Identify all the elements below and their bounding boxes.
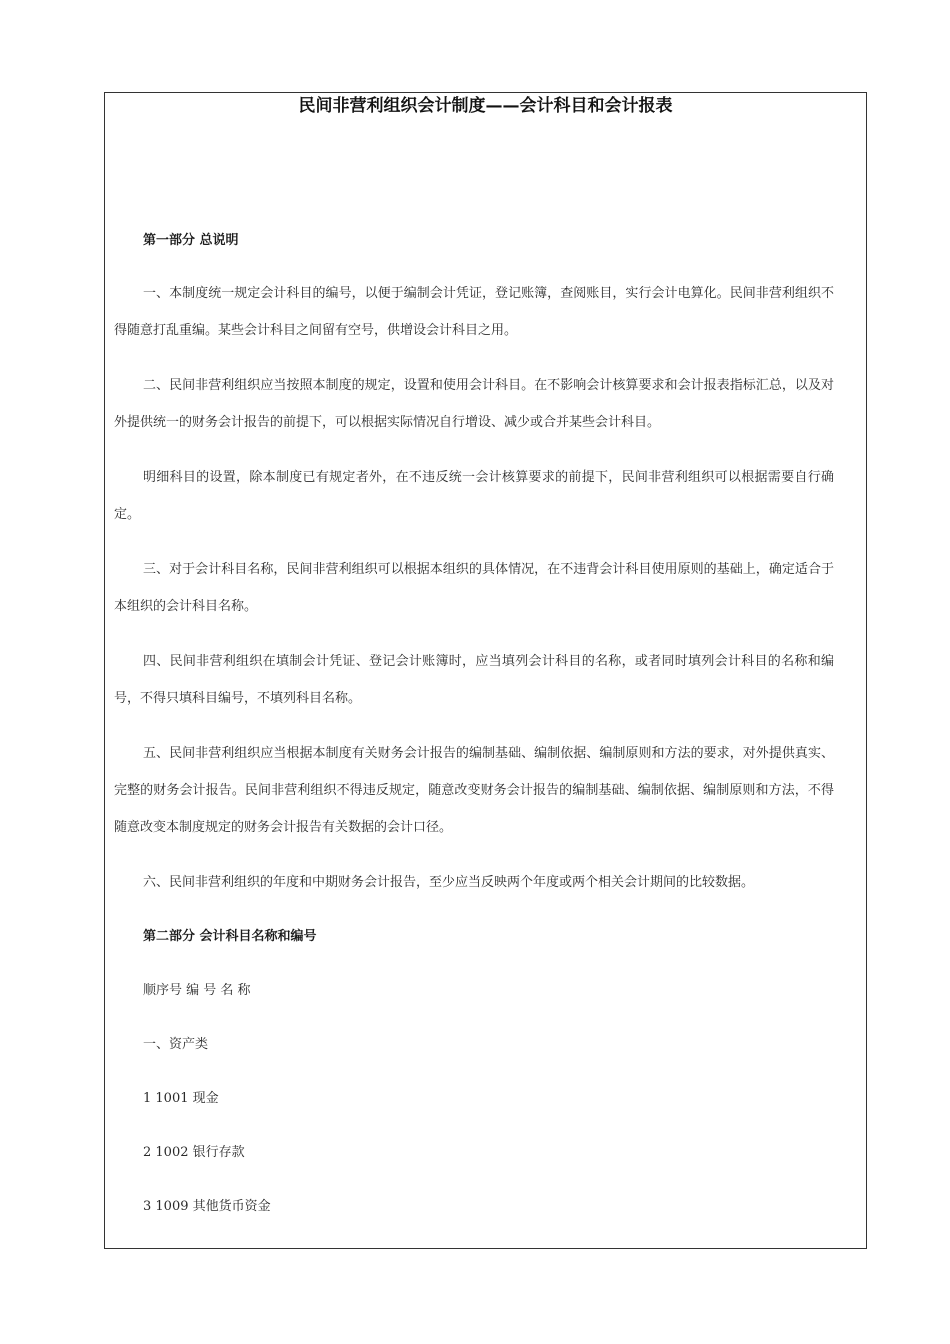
paragraph-4: 三、对于会计科目名称，民间非营利组织可以根据本组织的具体情况，在不违背会计科目使用原则的基础上，确定适合于本组织的会计科目名称。 (114, 562, 834, 614)
columns-header: 顺序号 编 号 名 称 (143, 983, 251, 998)
account-item: 1 1001 现金 (143, 1091, 219, 1106)
document-title: 民间非营利组织会计制度——会计科目和会计报表 (298, 96, 673, 116)
paragraph-5: 四、民间非营利组织在填制会计凭证、登记会计账簿时，应当填列会计科目的名称，或者同时填列会计科目的名称和编号，不得只填科目编号，不填列科目名称。 (114, 654, 834, 706)
part2-heading: 第二部分 会计科目名称和编号 (143, 929, 317, 944)
paragraph-3: 明细科目的设置，除本制度已有规定者外，在不违反统一会计核算要求的前提下，民间非营利组织可以根据需要自行确定。 (114, 470, 834, 522)
account-item: 2 1002 银行存款 (143, 1145, 245, 1160)
paragraph-1: 一、本制度统一规定会计科目的编号，以便于编制会计凭证，登记账簿，查阅账目，实行会计电算化。民间非营利组织不得随意打乱重编。某些会计科目之间留有空号，供增设会计科目之用。 (114, 286, 834, 338)
paragraph-6: 五、民间非营利组织应当根据本制度有关财务会计报告的编制基础、编制依据、编制原则和方法的要求，对外提供真实、完整的财务会计报告。民间非营利组织不得违反规定，随意改变财务会计报告的编制基础、编制依据、编制原则和方法，不得随意改变本制度规定的财务会计报告有关数据的会计口径。 (114, 746, 834, 835)
paragraph-7: 六、民间非营利组织的年度和中期财务会计报告，至少应当反映两个年度或两个相关会计期间的比较数据。 (143, 875, 755, 890)
document-frame (104, 92, 867, 1249)
part1-heading: 第一部分 总说明 (143, 233, 239, 248)
paragraph-2: 二、民间非营利组织应当按照本制度的规定，设置和使用会计科目。在不影响会计核算要求和会计报表指标汇总，以及对外提供统一的财务会计报告的前提下，可以根据实际情况自行增设、减少或合并某些会计科目。 (114, 378, 834, 430)
category-assets: 一、资产类 (143, 1037, 209, 1052)
account-item: 3 1009 其他货币资金 (143, 1199, 271, 1214)
